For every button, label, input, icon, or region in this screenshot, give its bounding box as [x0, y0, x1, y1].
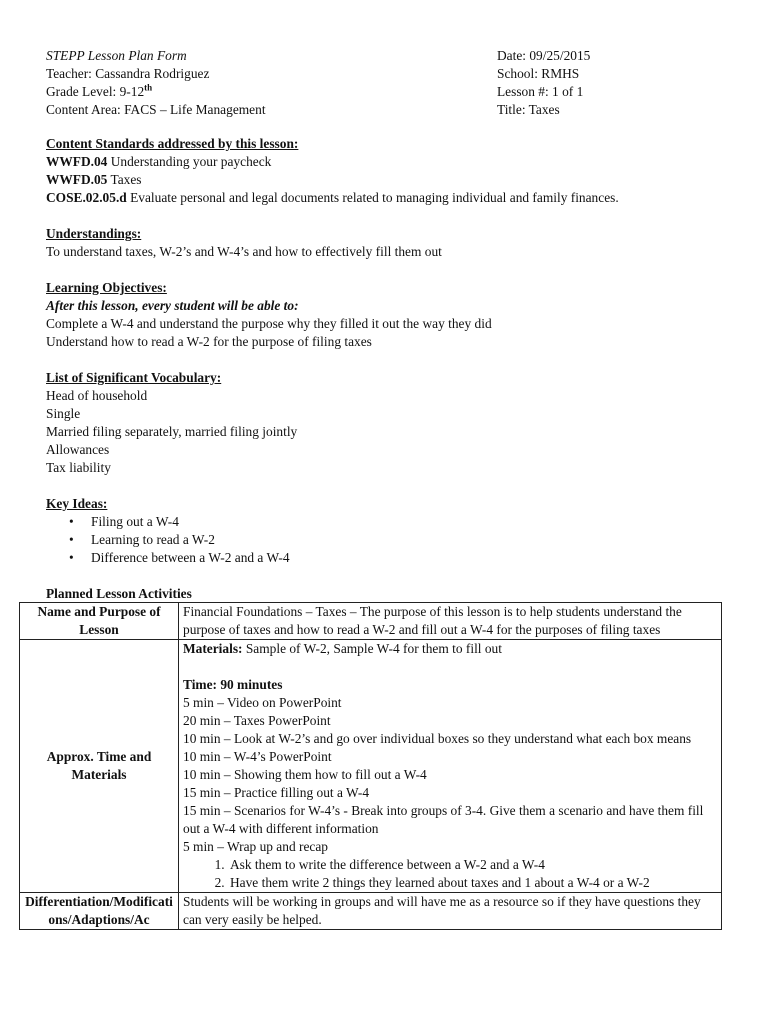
understandings-heading: Understandings: — [46, 226, 142, 241]
row-label-name-purpose: Name and Purpose of Lesson — [20, 603, 179, 640]
table-row — [20, 603, 722, 640]
activities-table — [19, 602, 722, 930]
grade-level-text: Grade Level: 9-12 — [46, 84, 145, 99]
standard-item — [46, 171, 726, 189]
standard-item — [46, 153, 726, 171]
understandings-text: To understand taxes, W-2’s and W-4’s and how to effectively fill them out — [46, 244, 442, 259]
header-right — [497, 47, 590, 119]
lesson-number: Lesson #: 1 of 1 — [497, 84, 584, 99]
schedule-item: 10 min – Showing them how to fill out a W-4 — [183, 767, 427, 782]
standard-code: WWFD.05 — [46, 172, 108, 187]
vocabulary-item: Head of household — [46, 388, 148, 403]
materials-line — [183, 640, 717, 658]
objectives-heading: Learning Objectives: — [46, 280, 167, 295]
schedule-item: 20 min – Taxes PowerPoint — [183, 713, 331, 728]
row-label-differentiation: Differentiation/Modifications/Adaptions/Ac — [20, 893, 179, 930]
time-label: Time: 90 minutes — [183, 677, 283, 692]
grade-level — [46, 83, 266, 101]
vocabulary-item: Single — [46, 406, 81, 421]
lesson-title: Title: Taxes — [497, 102, 560, 117]
schedule-item: 15 min – Scenarios for W-4’s - Break into groups of 3-4. Give them a scenario and have them fill out a W-4 with different information — [183, 803, 704, 836]
school: School: RMHS — [497, 66, 580, 81]
wrap-up-item: 1. Ask them to write the difference between a W-2 and a W-4 — [228, 856, 717, 874]
teacher: Teacher: Cassandra Rodriguez — [46, 66, 210, 81]
header-left — [46, 47, 266, 119]
key-idea-item: • Filing out a W-4 — [91, 513, 726, 531]
table-row — [20, 640, 722, 893]
date: Date: 09/25/2015 — [497, 48, 591, 63]
row-label-time-materials: Approx. Time and Materials — [20, 640, 179, 893]
row-content-differentiation: Students will be working in groups and will have me as a resource so if they have questions they can very easily be helped. — [179, 893, 722, 930]
form-title: STEPP Lesson Plan Form — [46, 48, 187, 63]
schedule-item: 15 min – Practice filling out a W-4 — [183, 785, 370, 800]
standard-text: Taxes — [107, 172, 142, 187]
schedule-item: 5 min – Video on PowerPoint — [183, 695, 342, 710]
schedule-item: 10 min – W-4’s PowerPoint — [183, 749, 332, 764]
standards-heading: Content Standards addressed by this lesson: — [46, 136, 299, 151]
vocabulary-heading: List of Significant Vocabulary: — [46, 370, 222, 385]
key-ideas-heading: Key Ideas: — [46, 496, 108, 511]
objectives-subheading: After this lesson, every student will be able to: — [46, 298, 299, 313]
vocabulary-item: Tax liability — [46, 460, 111, 475]
schedule-item: 5 min – Wrap up and recap — [183, 839, 328, 854]
materials-label: Materials: — [183, 641, 243, 656]
standard-code: WWFD.04 — [46, 154, 108, 169]
table-row — [20, 893, 722, 930]
vocabulary-item: Allowances — [46, 442, 110, 457]
standard-text: Evaluate personal and legal documents related to managing individual and family finances. — [126, 190, 619, 205]
grade-level-sup: th — [144, 82, 153, 93]
activities-heading: Planned Lesson Activities — [46, 586, 192, 601]
vocabulary-item: Married filing separately, married filing jointly — [46, 424, 298, 439]
lesson-body — [46, 135, 726, 601]
standard-text: Understanding your paycheck — [107, 154, 272, 169]
row-content-name-purpose: Financial Foundations – Taxes – The purpose of this lesson is to help students understand the purpose of taxes and how to read a W-2 and fill out a W-4 for the purposes of filing taxes — [179, 603, 722, 640]
key-idea-item: • Learning to read a W-2 — [91, 531, 726, 549]
row-content-time-materials — [179, 640, 722, 893]
key-ideas-list — [46, 513, 726, 567]
objective-item: Complete a W-4 and understand the purpose why they filled it out the way they did — [46, 316, 492, 331]
standard-code: COSE.02.05.d — [46, 190, 127, 205]
key-idea-item: • Difference between a W-2 and a W-4 — [91, 549, 726, 567]
wrap-up-list — [183, 856, 717, 892]
standard-item — [46, 189, 726, 207]
wrap-up-item: 2. Have them write 2 things they learned about taxes and 1 about a W-4 or a W-2 — [228, 874, 717, 892]
materials-text: Sample of W-2, Sample W-4 for them to fill out — [242, 641, 502, 656]
schedule-item: 10 min – Look at W-2’s and go over individual boxes so they understand what each box means — [183, 731, 692, 746]
objective-item: Understand how to read a W-2 for the purpose of filing taxes — [46, 334, 372, 349]
content-area: Content Area: FACS – Life Management — [46, 102, 266, 117]
